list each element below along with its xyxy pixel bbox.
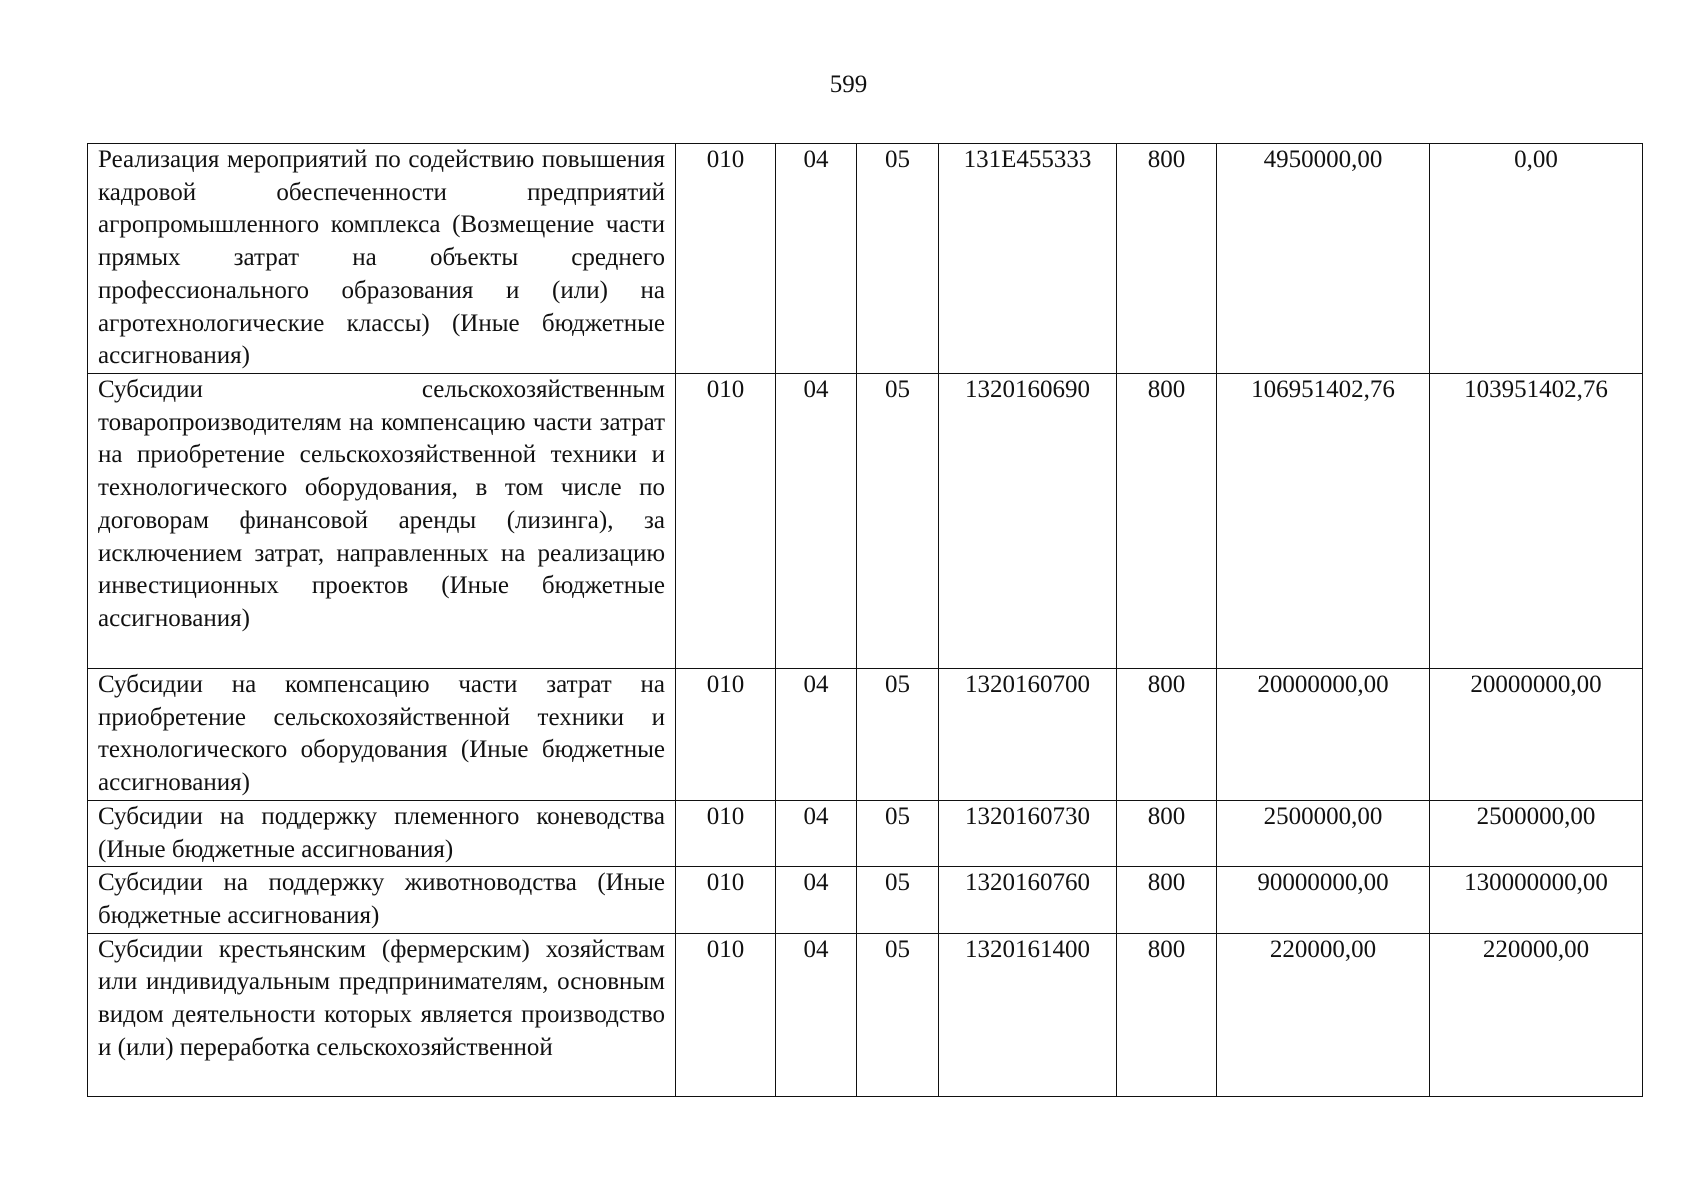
target-article-code: 1320160730 [939,800,1117,866]
budget-table [87,143,1643,1097]
subsection-code: 05 [857,800,939,866]
section-code: 04 [776,800,857,866]
row-description: Субсидии на поддержку племенного коневодства (Иные бюджетные ассигнования) [88,800,676,866]
section-code: 04 [776,933,857,1096]
table-row [88,374,1643,669]
amount-2: 220000,00 [1430,933,1643,1096]
table-row [88,144,1643,374]
ministry-code: 010 [676,374,776,669]
subsection-code: 05 [857,144,939,374]
expense-type-code: 800 [1117,867,1217,933]
target-article-code: 1320160760 [939,867,1117,933]
row-description: Субсидии на поддержку животноводства (Иные бюджетные ассигнования) [88,867,676,933]
amount-2: 103951402,76 [1430,374,1643,669]
row-description: Субсидии сельскохозяйственным товаропроизводителям на компенсацию части затрат на приобретение сельскохозяйственной техники и технологического оборудования, в том числе по договорам финансовой аренды (лизинга), за исключением затрат, направленных на реализацию инвестиционных проектов (Иные бюджетные ассигнования) [88,374,676,669]
ministry-code: 010 [676,144,776,374]
table-row [88,867,1643,933]
table-row [88,800,1643,866]
subsection-code: 05 [857,867,939,933]
amount-1: 106951402,76 [1217,374,1430,669]
amount-2: 20000000,00 [1430,669,1643,801]
subsection-code: 05 [857,374,939,669]
amount-1: 4950000,00 [1217,144,1430,374]
section-code: 04 [776,669,857,801]
amount-2: 130000000,00 [1430,867,1643,933]
target-article-code: 131Е455333 [939,144,1117,374]
amount-1: 90000000,00 [1217,867,1430,933]
amount-1: 2500000,00 [1217,800,1430,866]
section-code: 04 [776,867,857,933]
section-code: 04 [776,374,857,669]
target-article-code: 1320161400 [939,933,1117,1096]
target-article-code: 1320160700 [939,669,1117,801]
subsection-code: 05 [857,933,939,1096]
table-row [88,933,1643,1096]
row-description: Субсидии на компенсацию части затрат на приобретение сельскохозяйственной техники и технологического оборудования (Иные бюджетные ассигнования) [88,669,676,801]
amount-2: 2500000,00 [1430,800,1643,866]
target-article-code: 1320160690 [939,374,1117,669]
amount-2: 0,00 [1430,144,1643,374]
row-description: Реализация мероприятий по содействию повышения кадровой обеспеченности предприятий агропромышленного комплекса (Возмещение части прямых затрат на объекты среднего профессионального образования и (или) на агротехнологические классы) (Иные бюджетные ассигнования) [88,144,676,374]
ministry-code: 010 [676,800,776,866]
section-code: 04 [776,144,857,374]
expense-type-code: 800 [1117,669,1217,801]
expense-type-code: 800 [1117,374,1217,669]
amount-1: 220000,00 [1217,933,1430,1096]
row-description: Субсидии крестьянским (фермерским) хозяйствам или индивидуальным предпринимателям, основным видом деятельности которых является производство и (или) переработка сельскохозяйственной [88,933,676,1096]
expense-type-code: 800 [1117,933,1217,1096]
subsection-code: 05 [857,669,939,801]
amount-1: 20000000,00 [1217,669,1430,801]
ministry-code: 010 [676,867,776,933]
ministry-code: 010 [676,933,776,1096]
expense-type-code: 800 [1117,800,1217,866]
page-number: 599 [829,71,868,98]
expense-type-code: 800 [1117,144,1217,374]
table-row [88,669,1643,801]
ministry-code: 010 [676,669,776,801]
